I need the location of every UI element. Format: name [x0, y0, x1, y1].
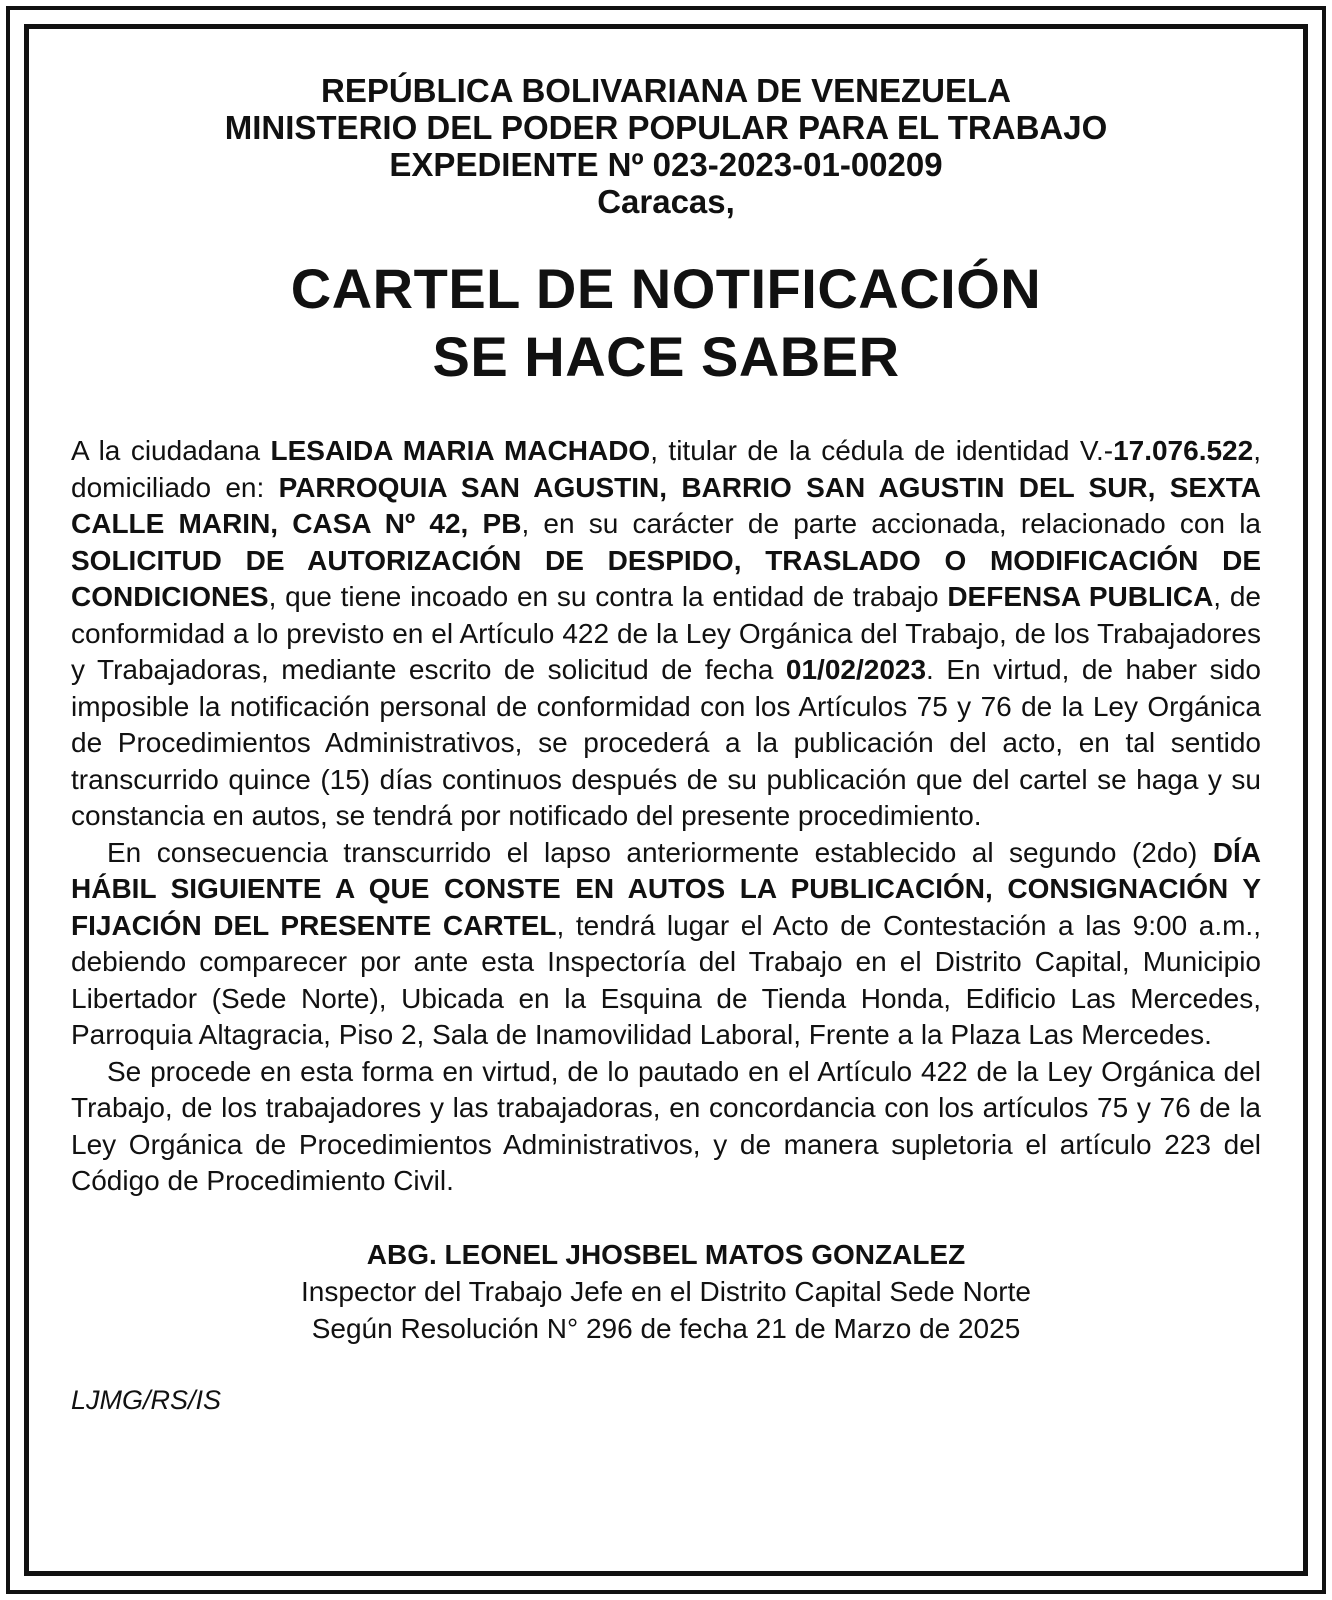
notice-content [71, 72, 1261, 1416]
reference-initials: LJMG/RS/IS [71, 1384, 222, 1415]
paragraph-1: A la ciudadana LESAIDA MARIA MACHADO, titular de la cédula de identidad V.-17.076.522, domiciliado en: PARROQUIA SAN AGUSTIN, BARRIO SAN AGUSTIN DEL SUR, SEXTA CALLE MARIN, CASA Nº 42, PB, en su carácter de parte accionada, relacionado con la SOLICITUD DE AUTORIZACIÓN DE DESPIDO, TRASLADO O MODIFICACIÓN DE CONDICIONES, que tiene incoado en su contra la entidad de trabajo DEFENSA PUBLICA, de conformidad a lo previsto en el Artículo 422 de la Ley Orgánica del Trabajo, de los Trabajadores y Trabajadoras, mediante escrito de solicitud de fecha 01/02/2023. En virtud, de haber sido imposible la notificación personal de conformidad con los Artículos 75 y 76 de la Ley Orgánica de Procedimientos Administrativos, se procederá a la publicación del acto, en tal sentido transcurrido quince (15) días continuos después de su publicación que del cartel se haga y su constancia en autos, se tendrá por notificado del presente procedimiento. [71, 435, 1262, 831]
header-file-number: EXPEDIENTE Nº 023-2023-01-00209 [389, 146, 943, 183]
header-city: Caracas, [597, 183, 735, 220]
notice-body [71, 433, 1261, 1200]
signatory-name: ABG. LEONEL JHOSBEL MATOS GONZALEZ [366, 1238, 966, 1270]
document-header [71, 72, 1261, 220]
title-line-1: CARTEL DE NOTIFICACIÓN [290, 257, 1042, 320]
paragraph-2: En consecuencia transcurrido el lapso anteriormente establecido al segundo (2do) DÍA HÁBIL SIGUIENTE A QUE CONSTE EN AUTOS LA PUBLICACIÓN, CONSIGNACIÓN Y FIJACIÓN DEL PRESENTE CARTEL, tendrá lugar el Acto de Contestación a las 9:00 a.m., debiendo comparecer por ante esta Inspectoría del Trabajo en el Distrito Capital, Municipio Libertador (Sede Norte), Ubicada en la Esquina de Tienda Honda, Edificio Las Mercedes, Parroquia Altagracia, Piso 2, Sala de Inamovilidad Laboral, Frente a la Plaza Las Mercedes. [71, 836, 1261, 1050]
signatory-role: Inspector del Trabajo Jefe en el Distrito Capital Sede Norte [301, 1275, 1031, 1307]
title-line-2: SE HACE SABER [432, 325, 900, 388]
signatory-resolution: Según Resolución N° 296 de fecha 21 de Marzo de 2025 [311, 1312, 1021, 1344]
paragraph-3: Se procede en esta forma en virtud, de lo pautado en el Artículo 422 de la Ley Orgánica del Trabajo, de los trabajadores y las trabajadoras, en concordancia con los artículos 75 y 76 de la Ley Orgánica de Procedimientos Administrativos, y de manera supletoria el artículo 223 del Código de Procedimiento Civil. [71, 1055, 1261, 1196]
header-republic: REPÚBLICA BOLIVARIANA DE VENEZUELA [321, 72, 1011, 109]
notice-title [71, 255, 1261, 391]
signature-block [71, 1236, 1261, 1347]
header-ministry: MINISTERIO DEL PODER POPULAR PARA EL TRABAJO [224, 109, 1108, 146]
